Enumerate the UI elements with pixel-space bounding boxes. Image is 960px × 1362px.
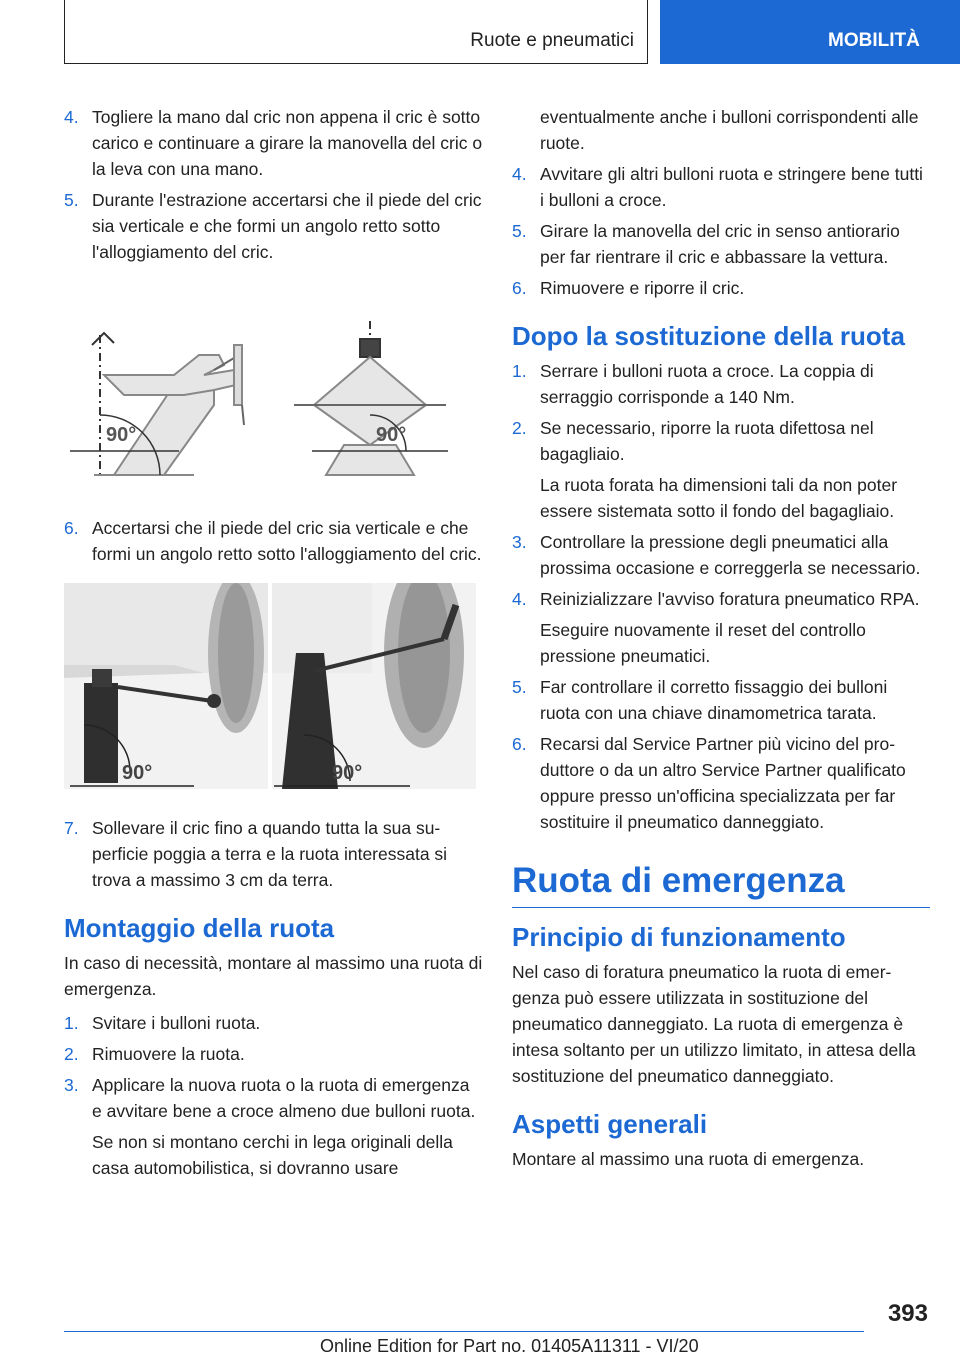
principle-text: Nel caso di foratura pneumatico la ruota di emergenza può essere utilizzata in sostituzione del pneumatico danneggiato. La ruota di emergenza è intesa soltanto per un utilizzo limitato, in attesa della sostituzione del pneumatico danneggiato. xyxy=(512,962,916,1086)
angle-label: 90° xyxy=(122,762,153,784)
after-step-1: 1. Serrare i bulloni ruota a croce. La coppia di serraggio corrisponde a 140 Nm. xyxy=(512,361,874,407)
general-text: Montare al massimo una ruota di emergenza. xyxy=(512,1149,865,1169)
section-heading-aspetti: Aspetti generali xyxy=(512,1109,708,1139)
step-4: 4. Togliere la mano dal cric non appena il cric è sotto carico e continuare a girare la manovella del cric o la leva con una mano. xyxy=(64,107,483,179)
mount-step-3: 3. Applicare la nuova ruota o la ruota di emergenza e avvitare bene a croce almeno due bulloni ruota. xyxy=(64,1075,476,1121)
after-step-5: 5. Far controllare il corretto fissaggio dei bulloni ruota con una chiave dinamometrica tarata. xyxy=(512,677,888,723)
section-heading-principio: Principio di funzionamento xyxy=(512,922,846,952)
continued-text: eventualmente anche i bulloni corrispondenti alle ruote. xyxy=(540,107,919,153)
section-heading-dopo: Dopo la sostituzione della ruota xyxy=(512,321,905,351)
mount-step-1: 1. Svitare i bulloni ruota. xyxy=(64,1013,261,1033)
mount-step-2: 2. Rimuovere la ruota. xyxy=(64,1044,245,1064)
step-6: 6. Accertarsi che il piede del cric sia verticale e che formi un angolo retto sotto l'alloggiamento del cric. xyxy=(64,518,482,564)
angle-label: 90° xyxy=(106,424,137,446)
chapter-heading-ruota-di-emergenza: Ruota di emergenza xyxy=(512,861,930,908)
footer-edition: Online Edition for Part no. 01405A11311 - VI/20 xyxy=(320,1336,699,1356)
step-4: 4. Avvitare gli altri bulloni ruota e stringere bene tutti i bulloni a croce. xyxy=(512,164,923,210)
section-heading-montaggio: Montaggio della ruota xyxy=(64,913,335,943)
footer-divider xyxy=(64,1331,864,1332)
angle-label: 90° xyxy=(376,424,407,446)
mount-step-3-note: Se non si montano cerchi in lega originali della casa automobilistica, si dovranno usare xyxy=(92,1132,453,1178)
step-7: 7. Sollevare il cric fino a quando tutta la sua superficie poggia a terra e la ruota interessata si trova a massimo 3 cm da terra. xyxy=(64,818,448,890)
after-step-6: 6. Recarsi dal Service Partner più vicino del produttore o da un altro Service Partner qualificato oppure presso un'officina specializzata per far sostituire il pneumatico danneggiato. xyxy=(512,734,906,832)
right-column xyxy=(512,104,930,1180)
jack-diagram-figure xyxy=(64,315,484,501)
after-step-4-note: Eseguire nuovamente il reset del controllo pressione pneumatici. xyxy=(540,620,866,666)
header-chapter-tab: MOBILITÀ xyxy=(660,0,960,64)
jack-side-view xyxy=(70,333,244,475)
after-step-4: 4. Reinizializzare l'avviso foratura pneumatico RPA. xyxy=(512,589,920,609)
jack-front-view xyxy=(294,321,448,475)
step-6: 6. Rimuovere e riporre il cric. xyxy=(512,278,745,298)
jack-photo-left xyxy=(64,583,268,789)
after-step-2: 2. Se necessario, riporre la ruota difettosa nel bagagliaio. xyxy=(512,418,874,464)
after-step-2-note: La ruota forata ha dimensioni tali da non poter essere sistemata sotto il fondo del bagagliaio. xyxy=(540,475,898,521)
left-column xyxy=(64,104,484,1186)
section-intro: In caso di necessità, montare al massimo una ruota di emergenza. xyxy=(64,953,483,999)
page-number: 393 xyxy=(887,1300,928,1327)
after-step-3: 3. Controllare la pressione degli pneumatici alla prossima occasione e correggerla se necessario. xyxy=(512,532,921,578)
header-section-title: Ruote e pneumatici xyxy=(470,30,634,51)
step-5: 5. Durante l'estrazione accertarsi che il piede del cric sia verticale e che formi un angolo retto sotto l'alloggiamento del cric. xyxy=(64,190,482,262)
jack-photo-figure xyxy=(64,583,484,795)
angle-label: 90° xyxy=(332,762,363,784)
step-5: 5. Girare la manovella del cric in senso antiorario per far rientrare il cric e abbassare la vettura. xyxy=(512,221,900,267)
jack-photo-right xyxy=(272,583,476,789)
